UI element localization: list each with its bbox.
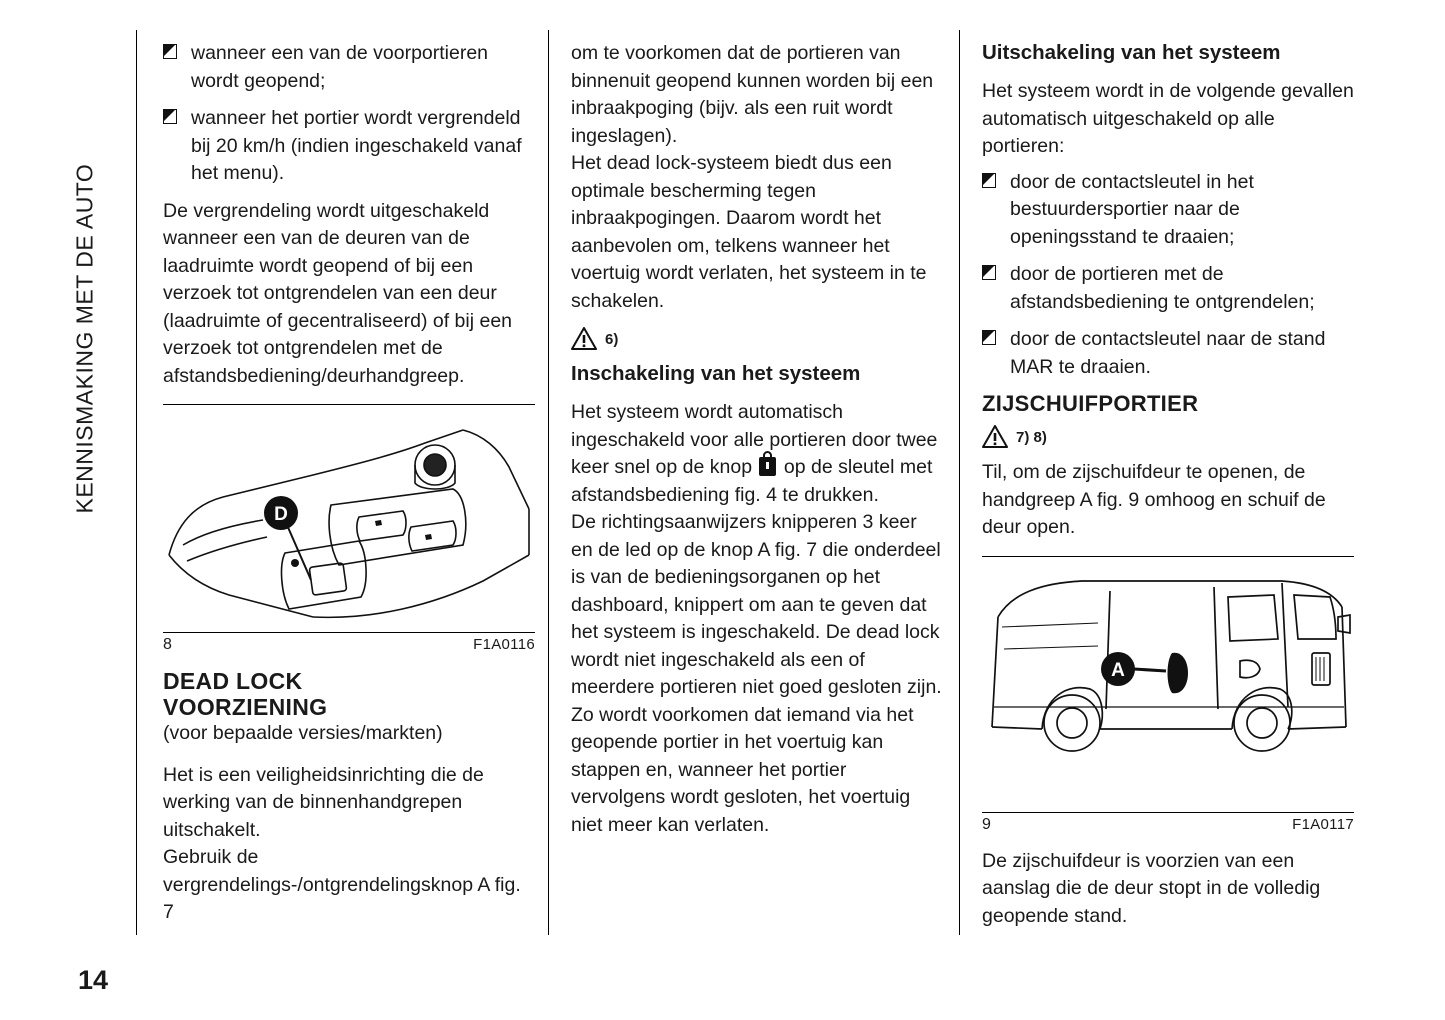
section-title-vertical xyxy=(0,0,120,560)
figure-9-illustration xyxy=(982,557,1354,807)
square-bullet-icon xyxy=(982,330,996,345)
paragraph: Het is een veiligheidsinrichting die de werking van de binnenhandgrepen uitschakelt. xyxy=(163,763,484,841)
figure-number: 8 xyxy=(163,636,172,653)
deadlock-subtitle: (voor bepaalde versies/markten) xyxy=(163,722,443,744)
page-number: 14 xyxy=(78,965,109,995)
list-item-text: door de portieren met de afstandsbediening te ontgrendelen; xyxy=(1010,263,1315,313)
section-title-text: KENNISMAKING MET DE AUTO xyxy=(71,163,98,514)
square-bullet-icon xyxy=(982,265,996,280)
figure-code: F1A0116 xyxy=(473,636,535,653)
sliding-door-handle xyxy=(1168,652,1189,693)
section-heading: Uitschakeling van het systeem xyxy=(982,41,1281,64)
column-divider-3 xyxy=(959,30,960,935)
deadlock-title-line2: VOORZIENING xyxy=(163,694,328,720)
list-item-text: door de contactsleutel naar de stand MAR te draaien. xyxy=(1010,328,1326,378)
lock-icon xyxy=(759,457,776,476)
warning-refs: 6) xyxy=(605,330,619,348)
figure-code: F1A0117 xyxy=(1292,815,1354,833)
warning-refs: 7) 8) xyxy=(1016,428,1047,446)
column-3 xyxy=(982,40,1354,930)
paragraph: Het dead lock-systeem biedt dus een optimale bescherming tegen inbraakpogingen. Daarom wordt het aanbevolen om, telkens wanneer het voertuig wordt verlaten, het systeem in te schakelen. xyxy=(571,152,927,312)
list-item xyxy=(163,40,535,95)
column-1 xyxy=(163,40,535,927)
list-item xyxy=(982,261,1354,316)
paragraph: De richtingsaanwijzers knipperen 3 keer en de led op de knop A fig. 7 die onderdeel is van de bedieningsorganen op het dashboard, knippert om aan te geven dat het systeem is ingeschakeld. De dead lock wordt niet ingeschakeld als een of meerdere portieren niet goed gesloten zijn. Zo wordt voorkomen dat iemand via het geopende portier in het voertuig kan stappen en, wanneer het portier vervolgens wordt gesloten, het voertuig niet meer kan verlaten. xyxy=(571,511,942,836)
paragraph: Til, om de zijschuifdeur te openen, de handgreep A fig. 9 omhoog en schuif de deur open. xyxy=(982,461,1326,538)
column-divider-2 xyxy=(548,30,549,935)
warning-triangle-icon xyxy=(571,327,597,351)
figure-8-illustration xyxy=(163,405,535,627)
paragraph: Het systeem wordt in de volgende gevallen automatisch uitgeschakeld op alle portieren: xyxy=(982,80,1354,157)
figure-9-caption xyxy=(982,813,1354,834)
paragraph-with-lock-icon xyxy=(571,399,943,509)
paragraph-text-part2: op de sleutel met afstandsbediening fig. 4 te drukken. xyxy=(571,456,933,506)
list-item xyxy=(982,169,1354,252)
list-item-text: wanneer het portier wordt vergrendeld bij 20 km/h (indien ingeschakeld vanaf het menu). xyxy=(191,107,522,184)
warning-note xyxy=(571,327,618,351)
paragraph: Gebruik de vergrendelings-/ontgrendelingsknop A fig. 7 xyxy=(163,846,521,923)
paragraph: De zijschuifdeur is voorzien van een aanslag die de deur stopt in de volledig geopende stand. xyxy=(982,849,1321,927)
column-2 xyxy=(571,40,943,839)
paragraph: De vergrendeling wordt uitgeschakeld wanneer een van de deuren van de laadruimte wordt geopend of bij een verzoek tot ontgrendelen van een deur (laadruimte of gecentraliseerd) of bij een verzoek tot ontgrendelen met de afstandsbediening/deurhandgreep. xyxy=(163,199,513,387)
figure-8-caption xyxy=(163,633,535,654)
list-item-text: wanneer een van de voorportieren wordt geopend; xyxy=(191,42,489,92)
callout-letter-a: A xyxy=(1111,659,1125,681)
section-heading-caps: ZIJSCHUIFPORTIER xyxy=(982,391,1199,416)
list-item-text: door de contactsleutel in het bestuurdersportier naar de openingsstand te draaien; xyxy=(1010,170,1254,248)
deadlock-title-line1: DEAD LOCK xyxy=(163,668,303,694)
list-item xyxy=(163,105,535,188)
square-bullet-icon xyxy=(982,173,996,188)
square-bullet-icon xyxy=(163,109,177,124)
list-item xyxy=(982,326,1354,381)
warning-note xyxy=(982,425,1047,449)
figure-9-callout-A xyxy=(1101,652,1166,686)
section-heading: Inschakeling van het systeem xyxy=(571,362,861,385)
paragraph: om te voorkomen dat de portieren van binnenuit geopend kunnen worden bij een inbraakpoging (bijv. als een ruit wordt ingeslagen). xyxy=(571,42,934,147)
warning-triangle-icon xyxy=(982,425,1008,449)
callout-letter-d: D xyxy=(274,504,288,525)
figure-8 xyxy=(163,404,535,654)
figure-8-callout-D xyxy=(264,496,311,580)
column-divider-1 xyxy=(136,30,137,935)
square-bullet-icon xyxy=(163,44,177,59)
figure-9 xyxy=(982,556,1354,834)
figure-number: 9 xyxy=(982,815,991,833)
paragraph-text-part1: Het systeem wordt automatisch ingeschakeld voor alle portieren door twee keer snel op de knop xyxy=(571,401,938,478)
